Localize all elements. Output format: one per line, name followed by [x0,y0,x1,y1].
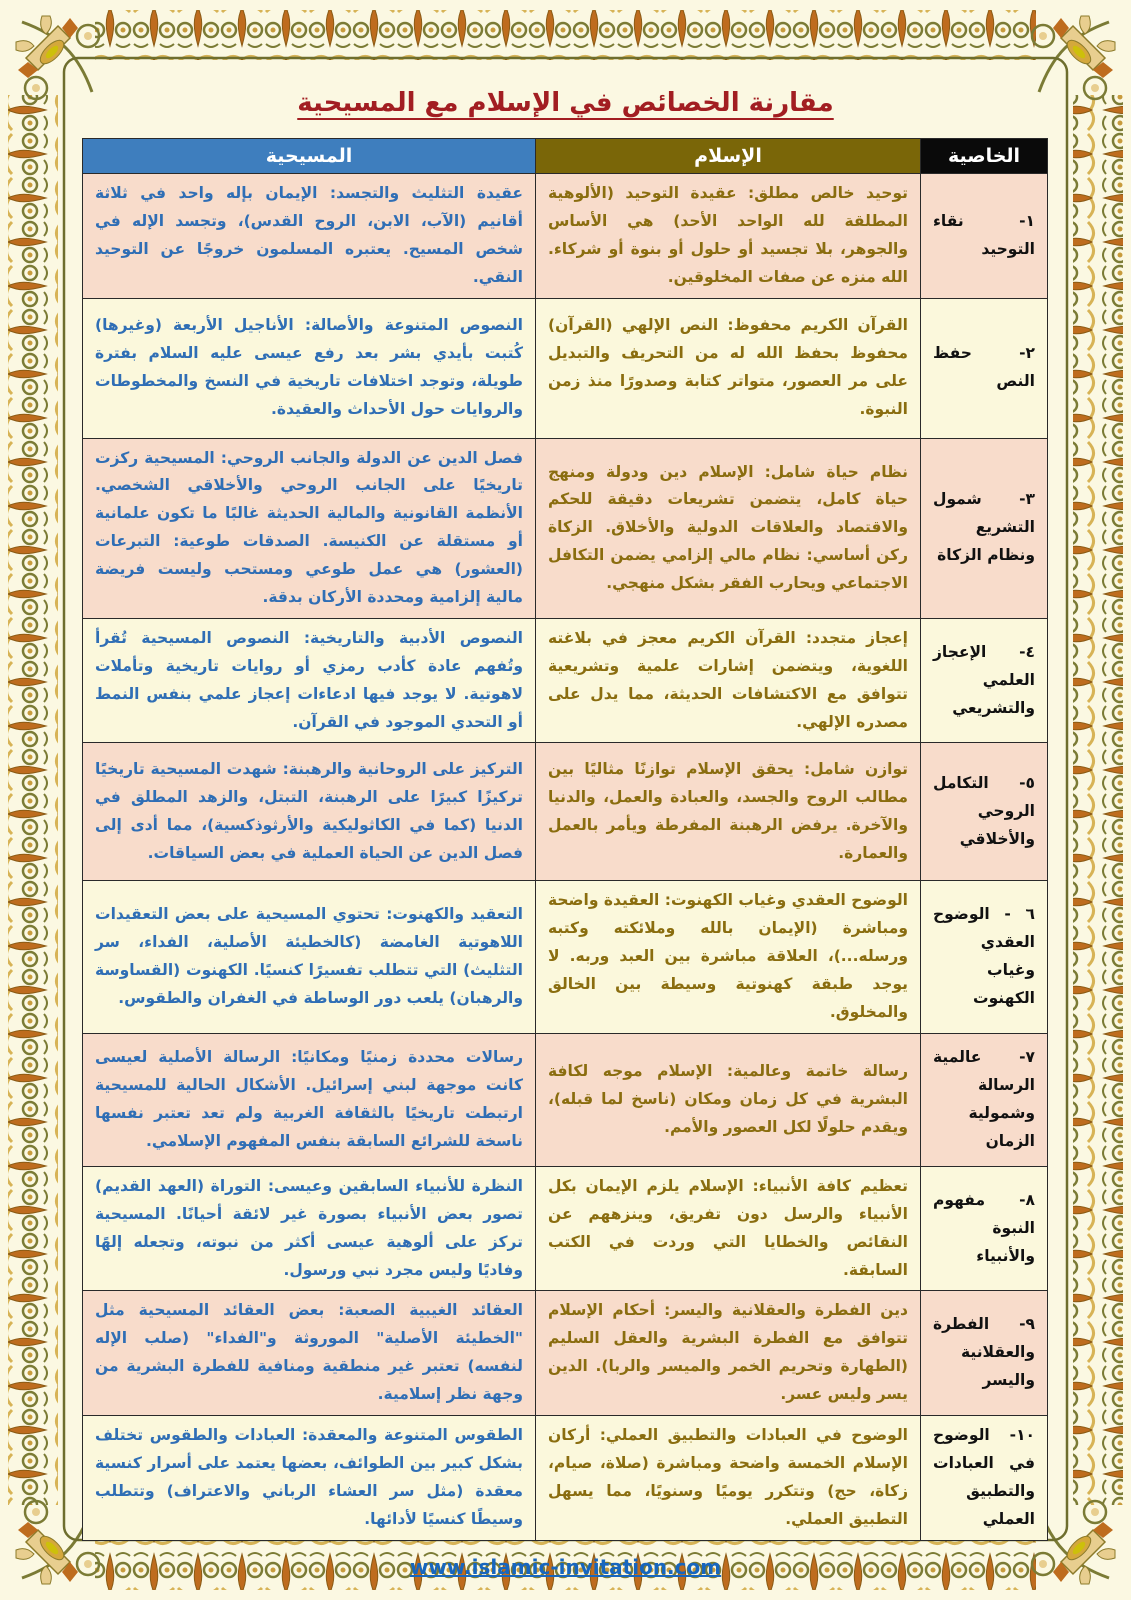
table-row [83,1166,1048,1291]
cell-islam: دين الفطرة والعقلانية واليسر: أحكام الإسلام تتوافق مع الفطرة البشرية والعقل السليم (الطهارة وتحريم الخمر والميسر والربا). الدين يسر وليس عسر. [536,1291,921,1416]
cell-characteristic: ٣- شمول التشريع ونظام الزكاة [921,438,1048,618]
cell-characteristic: ١٠- الوضوح في العبادات والتطبيق العملي [921,1416,1048,1541]
cell-christianity: عقيدة التثليث والتجسد: الإيمان بإله واحد في ثلاثة أقانيم (الآب، الابن، الروح القدس)، وتجسد الإله في شخص المسيح. يعتبره المسلمون خروجًا عن التوحيد النقي. [83,174,536,299]
cell-characteristic: ٦ - الوضوح العقدي وغياب الكهنوت [921,881,1048,1033]
cell-islam: تعظيم كافة الأنبياء: الإسلام يلزم الإيمان بكل الأنبياء والرسل دون تفريق، وينزههم عن النقائص والخطايا التي وردت في الكتب السابقة. [536,1166,921,1291]
table-row [83,1291,1048,1416]
cell-christianity: الطقوس المتنوعة والمعقدة: العبادات والطقوس تختلف بشكل كبير بين الطوائف، بعضها يعتمد على أسرار كنسية معقدة (مثل سر العشاء الرباني والاعتراف) وتتطلب وسيطًا كنسيًا لأدائها. [83,1416,536,1541]
cell-characteristic: ٢- حفظ النص [921,298,1048,438]
cell-christianity: التعقيد والكهنوت: تحتوي المسيحية على بعض التعقيدات اللاهوتية الغامضة (كالخطيئة الأصلية، الفداء، سر التثليث) التي تتطلب تفسيرًا كنسيًا. الكهنوت (القساوسة والرهبان) يلعب دور الوساطة في الغفران والطقوس. [83,881,536,1033]
table-row [83,298,1048,438]
cell-characteristic: ٩- الفطرة والعقلانية واليسر [921,1291,1048,1416]
cell-christianity: النصوص المتنوعة والأصالة: الأناجيل الأربعة (وغيرها) كُتبت بأيدي بشر بعد رفع عيسى عليه السلام بفترة طويلة، وتوجد اختلافات تاريخية في النسخ والمخطوطات والروايات حول الأحداث والعقيدة. [83,298,536,438]
cell-christianity: فصل الدين عن الدولة والجانب الروحي: المسيحية ركزت تاريخيًا على الجانب الروحي والأخلاقي الشخصي. الأنظمة القانونية والمالية الحديثة غالبًا ما تكون علمانية أو مستقلة عن الكنيسة. الصدقات طوعية: التبرعات (العشور) هي عمل طوعي ومستحب وليست فريضة مالية إلزامية ومحددة الأركان بدقة. [83,438,536,618]
cell-islam: رسالة خاتمة وعالمية: الإسلام موجه لكافة البشرية في كل زمان ومكان (ناسخ لما قبله)، ويقدم حلولًا لكل العصور والأمم. [536,1033,921,1166]
cell-islam: نظام حياة شامل: الإسلام دين ودولة ومنهج حياة كامل، يتضمن تشريعات دقيقة للحكم والاقتصاد والعلاقات الدولية والأخلاق. الزكاة ركن أساسي: نظام مالي إلزامي يضمن التكافل الاجتماعي ويحارب الفقر بشكل منهجي. [536,438,921,618]
cell-islam: الوضوح العقدي وغياب الكهنوت: العقيدة واضحة ومباشرة (الإيمان بالله وملائكته وكتبه ورسله...)، العلاقة مباشرة بين العبد وربه. لا يوجد طبقة كهنوتية وسيطة بين الخالق والمخلوق. [536,881,921,1033]
comparison-table [82,138,1048,1541]
cell-characteristic: ١- نقاء التوحيد [921,174,1048,299]
table-row [83,174,1048,299]
cell-christianity: العقائد الغيبية الصعبة: بعض العقائد المسيحية مثل "الخطيئة الأصلية" الموروثة و"الفداء" (صلب الإله لنفسه) تعتبر غير منطقية ومنافية للفطرة البشرية من وجهة نظر إسلامية. [83,1291,536,1416]
cell-characteristic: ٨- مفهوم النبوة والأنبياء [921,1166,1048,1291]
cell-christianity: رسالات محددة زمنيًا ومكانيًا: الرسالة الأصلية لعيسى كانت موجهة لبني إسرائيل. الأشكال الحالية للمسيحية ارتبطت تاريخيًا بالثقافة الغربية ولم تعد تعتبر نفسها ناسخة للشرائع السابقة بنفس المفهوم الإسلامي. [83,1033,536,1166]
page-title: مقارنة الخصائص في الإسلام مع المسيحية [297,88,834,118]
border-band-top [95,10,1036,60]
cell-characteristic: ٧- عالمية الرسالة وشمولية الزمان [921,1033,1048,1166]
border-band-left [8,95,58,1505]
cell-christianity: التركيز على الروحانية والرهبنة: شهدت المسيحية تاريخيًا تركيزًا كبيرًا على الرهبنة، التبتل، والزهد المطلق في الدنيا (كما في الكاثوليكية والأرثوذكسية)، مما أدى إلى فصل الدين عن الحياة العملية في بعض السياقات. [83,743,536,881]
border-band-right [1073,95,1123,1505]
cell-christianity: النظرة للأنبياء السابقين وعيسى: التوراة (العهد القديم) تصور بعض الأنبياء بصورة غير لائقة أحيانًا. المسيحية تركز على ألوهية عيسى أكثر من نبوته، وتجعله إلهًا وفاديًا وليس مجرد نبي ورسول. [83,1166,536,1291]
cell-characteristic: ٥- التكامل الروحي والأخلاقي [921,743,1048,881]
table-row [83,881,1048,1033]
cell-islam: الوضوح في العبادات والتطبيق العملي: أركان الإسلام الخمسة واضحة ومباشرة (صلاة، صيام، زكاة، حج) وتتكرر يوميًا وسنويًا، مما يسهل التطبيق العملي. [536,1416,921,1541]
cell-islam: توحيد خالص مطلق: عقيدة التوحيد (الألوهية المطلقة لله الواحد الأحد) هي الأساس والجوهر، بلا تجسيد أو حلول أو بنوة أو شركاء. الله منزه عن صفات المخلوقين. [536,174,921,299]
header-cell-characteristic: الخاصية [921,139,1048,174]
table-header-row [83,139,1048,174]
page-content [83,88,1048,1579]
header-cell-christianity: المسيحية [83,139,536,174]
cell-characteristic: ٤- الإعجاز العلمي والتشريعي [921,618,1048,743]
header-cell-islam: الإسلام [536,139,921,174]
page-footer [83,1555,1048,1579]
table-row [83,618,1048,743]
table-row [83,743,1048,881]
cell-islam: القرآن الكريم محفوظ: النص الإلهي (القرآن) محفوظ بحفظ الله له من التحريف والتبديل على مر العصور، متواتر كتابة وصدورًا منذ زمن النبوة. [536,298,921,438]
cell-islam: توازن شامل: يحقق الإسلام توازنًا مثاليًا بين مطالب الروح والجسد، والعبادة والعمل، والدنيا والآخرة. يرفض الرهبنة المفرطة ويأمر بالعمل والعمارة. [536,743,921,881]
cell-christianity: النصوص الأدبية والتاريخية: النصوص المسيحية تُقرأ وتُفهم عادة كأدب رمزي أو روايات تاريخية وتأملات لاهوتية. لا يوجد فيها ادعاءات إعجاز علمي بنفس النمط أو التحدي الموجود في القرآن. [83,618,536,743]
table-row [83,1033,1048,1166]
website-link[interactable]: www.islamic-invitation.com [409,1554,722,1579]
table-row [83,1416,1048,1541]
table-row [83,438,1048,618]
cell-islam: إعجاز متجدد: القرآن الكريم معجز في بلاغته اللغوية، ويتضمن إشارات علمية وتشريعية تتوافق مع الاكتشافات الحديثة، مما يدل على مصدره الإلهي. [536,618,921,743]
